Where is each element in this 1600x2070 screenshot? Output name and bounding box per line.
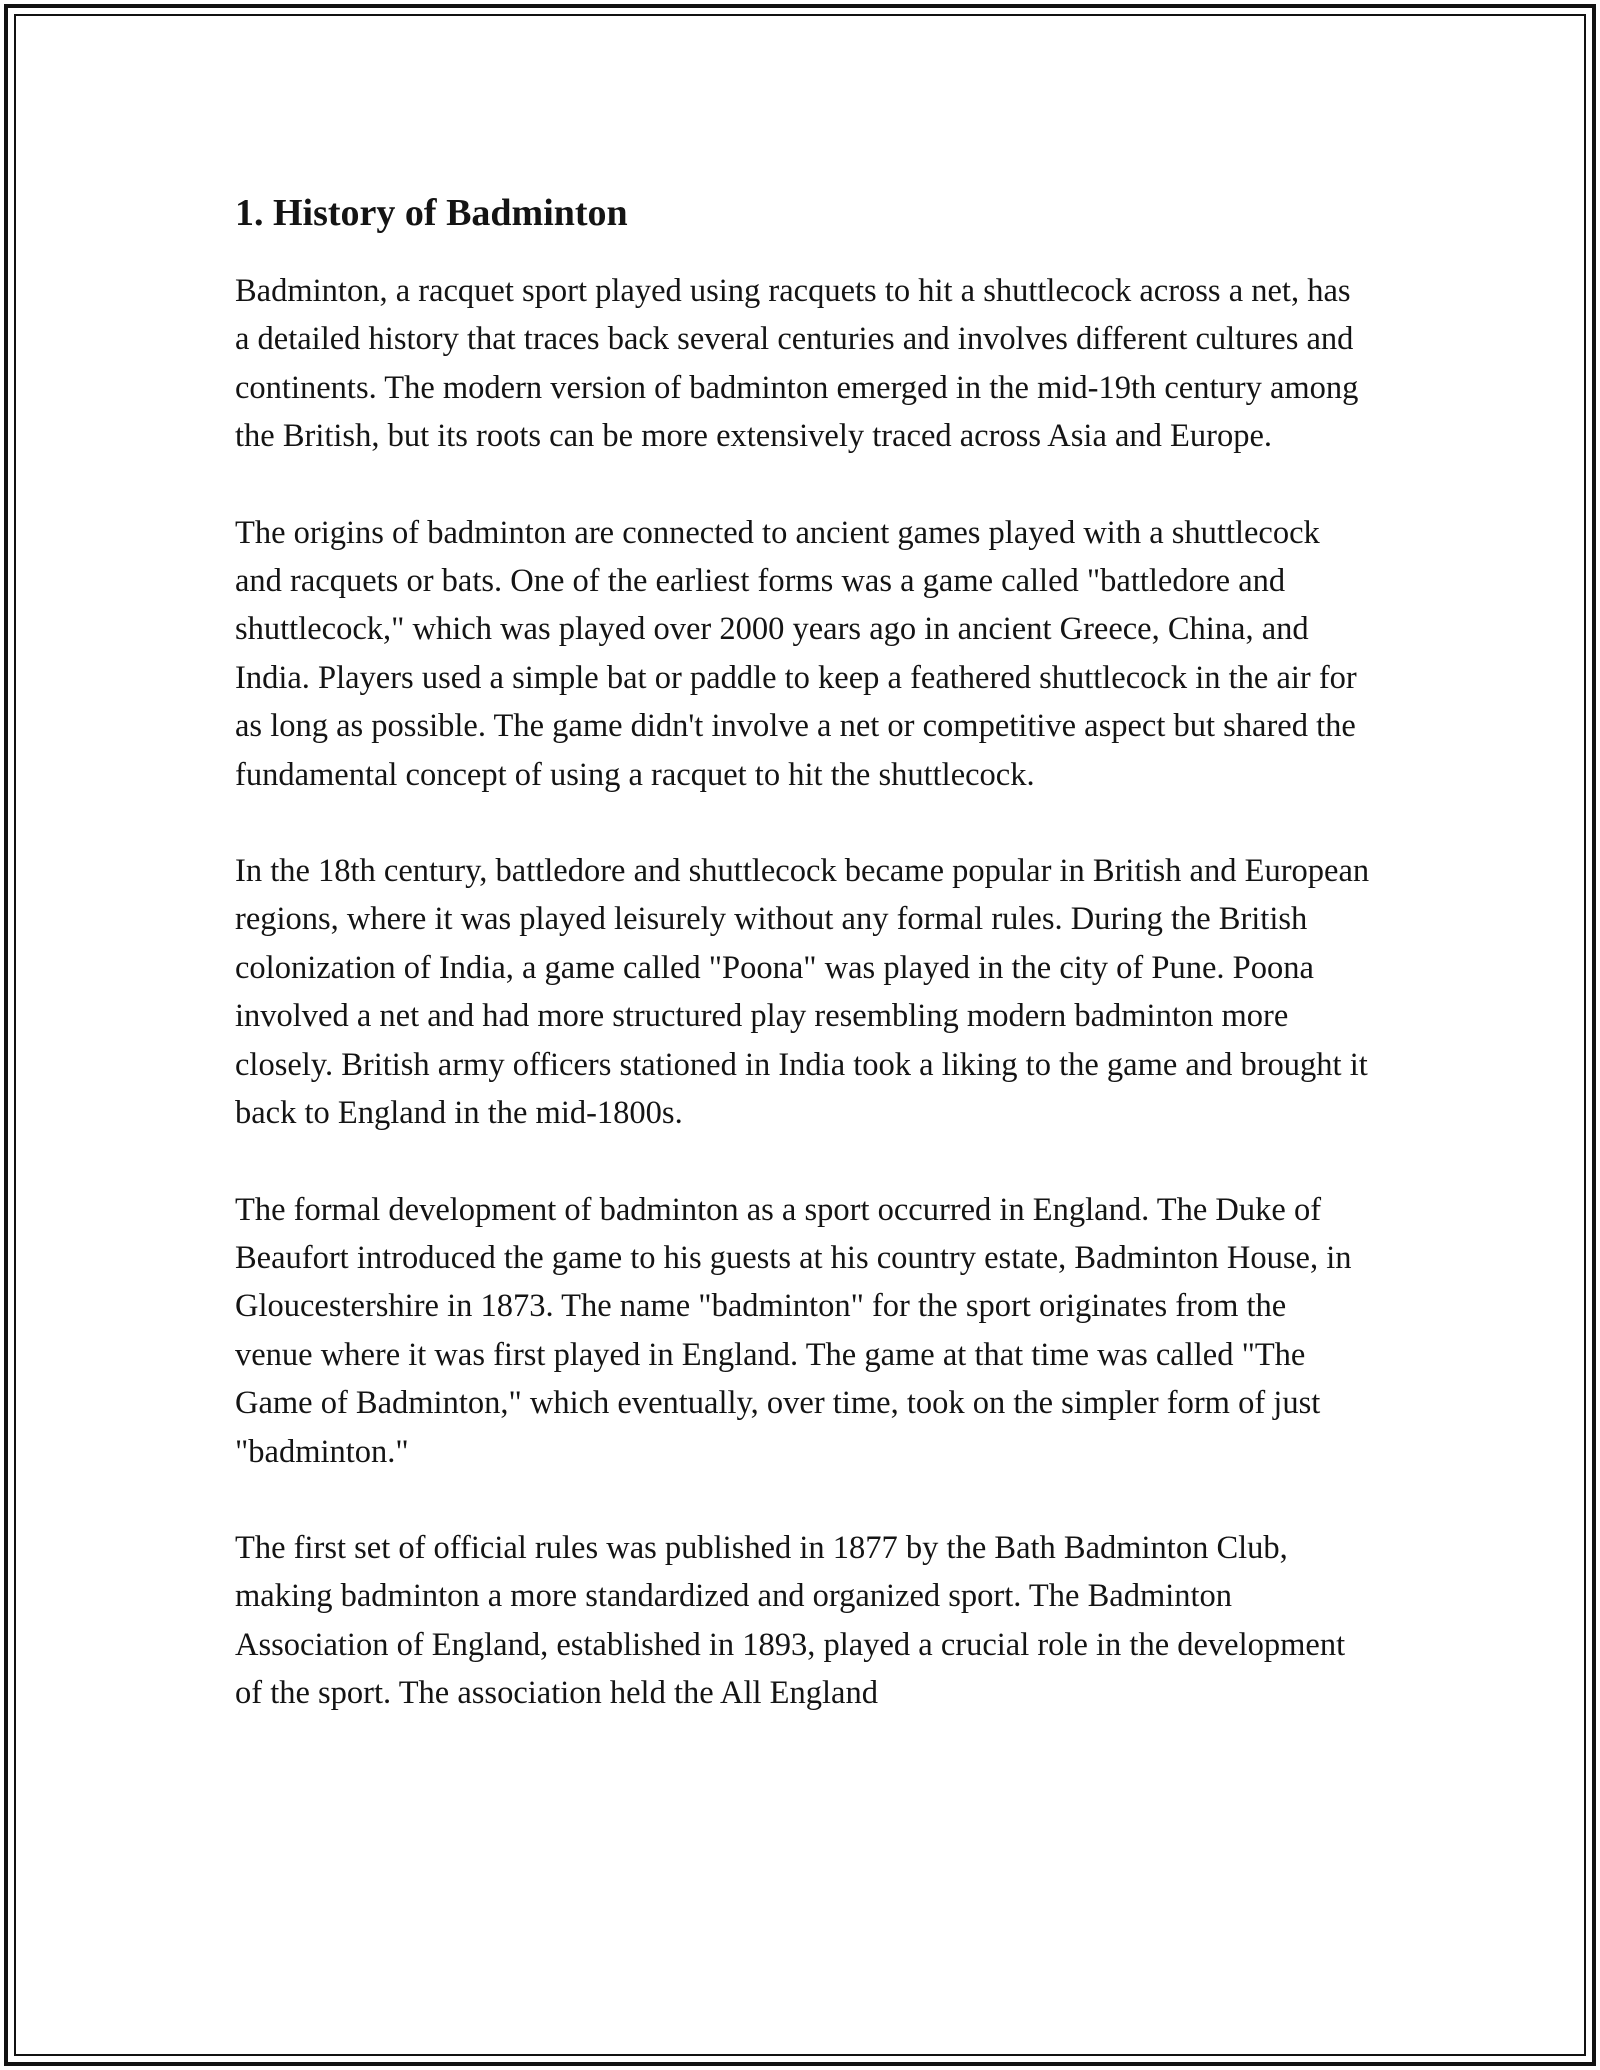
paragraph-official-rules: The first set of official rules was published in 1877 by the Bath Badminton Club, making badminton a more standardized and organized sport. The Badminton Association of England, established in 1893, played a crucial role in the development of the sport. The association held the All England [235,1529,1346,1712]
document-body [235,185,1370,1766]
paragraph-introduction: Badminton, a racquet sport played using racquets to hit a shuttlecock across a net, has a detailed history that traces back several centuries and involves different cultures and continents. The modern version of badminton emerged in the mid-19th century among the British, but its roots can be more extensively traced across Asia and Europe. [235,273,1359,455]
paragraph-formal-development: The formal development of badminton as a sport occurred in England. The Duke of Beaufort introduced the game to his guests at his country estate, Badminton House, in Gloucestershire in 1873. The name "badminton" for the sport originates from the venue where it was first played in England. The game at that time was called "The Game of Badminton," which eventually, over time, took on the simpler form of just "badminton." [235,1191,1352,1470]
section-heading: 1. History of Badminton [235,192,628,234]
paragraph-18th-century: In the 18th century, battledore and shuttlecock became popular in British and European regions, where it was played leisurely without any formal rules. During the British colonization of India, a game called "Poona" was played in the city of Pune. Poona involved a net and had more structured play resembling modern badminton more closely. British army officers stationed in India took a liking to the game and brought it back to England in the mid-1800s. [235,853,1370,1132]
paragraph-origins: The origins of badminton are connected to ancient games played with a shuttlecock and racquets or bats. One of the earliest forms was a game called "battledore and shuttlecock," which was played over 2000 years ago in ancient Greece, China, and India. Players used a simple bat or paddle to keep a feathered shuttlecock in the air for as long as possible. The game didn't involve a net or competitive aspect but shared the fundamental concept of using a racquet to hit the shuttlecock. [235,514,1357,793]
